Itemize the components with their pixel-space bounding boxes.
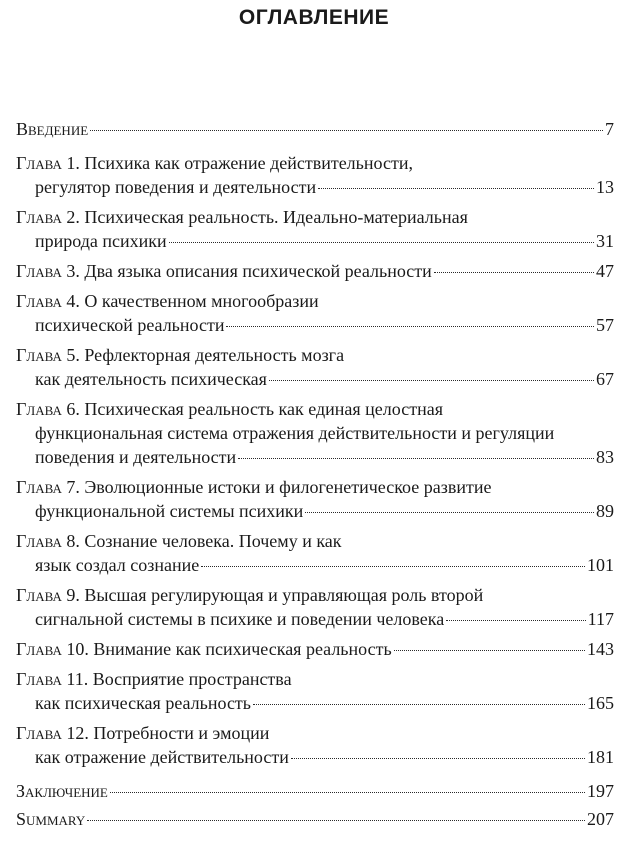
toc-entry[interactable] [16, 343, 614, 391]
entry-title-text: 8. Сознание человека. Почему и как [66, 531, 342, 551]
toc-entry-line [16, 667, 614, 691]
toc-entry[interactable] [16, 779, 614, 803]
dot-leader [434, 272, 594, 273]
dot-leader [201, 566, 585, 567]
toc-entry-line [16, 397, 614, 421]
entry-prefix: Глава [16, 291, 62, 311]
entry-title-text: как психическая реальность [35, 693, 252, 713]
dot-leader [226, 326, 594, 327]
page-number: 83 [596, 447, 614, 467]
page-number: 101 [587, 555, 614, 575]
dot-leader [87, 820, 585, 821]
entry-prefix: Глава [16, 723, 62, 743]
toc-entry-line [16, 289, 614, 313]
dot-leader [90, 130, 603, 131]
page-number: 47 [596, 261, 614, 281]
toc-entry[interactable] [16, 807, 614, 831]
toc-entry-line [16, 343, 614, 367]
toc-entry-line [16, 367, 614, 391]
entry-prefix: Глава [16, 639, 62, 659]
dot-leader [305, 512, 594, 513]
entry-prefix: Заключение [16, 781, 108, 801]
toc-entry-line [16, 259, 614, 283]
toc-entry-line [16, 721, 614, 745]
entry-prefix: Глава [16, 207, 62, 227]
entry-title-text: 5. Рефлекторная деятельность мозга [66, 345, 345, 365]
page-number: 181 [587, 747, 614, 767]
toc-entry-line [16, 583, 614, 607]
dot-leader [269, 380, 594, 381]
table-of-contents [16, 117, 614, 831]
page-number: 89 [596, 501, 614, 521]
entry-title-text: 2. Психическая реальность. Идеально-материальная [66, 207, 468, 227]
toc-entry[interactable] [16, 667, 614, 715]
toc-entry[interactable] [16, 259, 614, 283]
toc-entry-line [16, 445, 614, 469]
toc-entry[interactable] [16, 397, 614, 469]
toc-entry-line [16, 499, 614, 523]
entry-title-text: как деятельность психическая [35, 369, 267, 389]
entry-title-text: как отражение действительности [35, 747, 289, 767]
entry-prefix: Глава [16, 399, 62, 419]
toc-entry[interactable] [16, 529, 614, 577]
page-number: 67 [596, 369, 614, 389]
toc-entry-line [16, 175, 614, 199]
dot-leader [318, 188, 594, 189]
toc-entry-line [16, 421, 614, 445]
entry-title-text: 4. О качественном многообразии [66, 291, 319, 311]
toc-entry-line [16, 117, 614, 141]
page-number: 165 [587, 693, 614, 713]
dot-leader [394, 650, 585, 651]
toc-entry[interactable] [16, 151, 614, 199]
entry-prefix: Глава [16, 585, 62, 605]
entry-title-text: природа психики [35, 231, 167, 251]
entry-prefix: Глава [16, 345, 62, 365]
entry-title-text: язык создал сознание [35, 555, 200, 575]
dot-leader [253, 704, 585, 705]
toc-entry-line [16, 529, 614, 553]
dot-leader [446, 620, 585, 621]
entry-title-text: сигнальной системы в психике и поведении человека [35, 609, 445, 629]
toc-entry-line [16, 151, 614, 175]
entry-prefix: Глава [16, 477, 62, 497]
toc-entry-line [16, 745, 614, 769]
entry-prefix: Глава [16, 153, 62, 173]
toc-entry[interactable] [16, 721, 614, 769]
dot-leader [110, 792, 585, 793]
entry-title-text: 6. Психическая реальность как единая целостная [66, 399, 443, 419]
toc-entry-line [16, 637, 614, 661]
toc-entry-line [16, 607, 614, 631]
entry-title-text: 7. Эволюционные истоки и филогенетическое развитие [66, 477, 492, 497]
entry-prefix: Введение [16, 119, 89, 139]
entry-prefix: Глава [16, 261, 62, 281]
toc-entry[interactable] [16, 205, 614, 253]
entry-title-text: поведения и деятельности [35, 447, 237, 467]
toc-entry-line [16, 691, 614, 715]
toc-entry-line [16, 313, 614, 337]
toc-entry-line [16, 205, 614, 229]
entry-title-text: психической реальности [35, 315, 225, 335]
page-number: 207 [587, 809, 614, 829]
toc-entry-line [16, 553, 614, 577]
page-number: 31 [596, 231, 614, 251]
entry-title-text: 9. Высшая регулирующая и управляющая роль второй [66, 585, 484, 605]
entry-title-text: 11. Восприятие пространства [66, 669, 292, 689]
dot-leader [169, 242, 594, 243]
entry-title-text: 12. Потребности и эмоции [66, 723, 270, 743]
page-number: 13 [596, 177, 614, 197]
toc-entry-line [16, 229, 614, 253]
dot-leader [291, 758, 585, 759]
page-number: 57 [596, 315, 614, 335]
entry-prefix: Глава [16, 531, 62, 551]
toc-entry[interactable] [16, 583, 614, 631]
entry-prefix: Summary [16, 809, 86, 829]
entry-title-text: регулятор поведения и деятельности [35, 177, 317, 197]
entry-title-text: 1. Психика как отражение действительности, [66, 153, 413, 173]
entry-title-text: 3. Два языка описания психической реальности [66, 261, 432, 281]
toc-entry[interactable] [16, 637, 614, 661]
page-title: ОГЛАВЛЕНИЕ [238, 6, 390, 29]
page-number: 7 [605, 119, 614, 139]
page-number: 143 [587, 639, 614, 659]
page-number: 117 [587, 609, 614, 629]
toc-entry-line [16, 807, 614, 831]
toc-entry-line [16, 779, 614, 803]
dot-leader [238, 458, 594, 459]
entry-title-text: функциональной системы психики [35, 501, 304, 521]
toc-entry[interactable] [16, 289, 614, 337]
entry-title-text: функциональная система отражения действительности и регуляции [35, 423, 555, 443]
page-number: 197 [587, 781, 614, 801]
toc-entry[interactable] [16, 117, 614, 141]
toc-entry[interactable] [16, 475, 614, 523]
entry-prefix: Глава [16, 669, 62, 689]
toc-entry-line [16, 475, 614, 499]
entry-title-text: 10. Внимание как психическая реальность [66, 639, 392, 659]
